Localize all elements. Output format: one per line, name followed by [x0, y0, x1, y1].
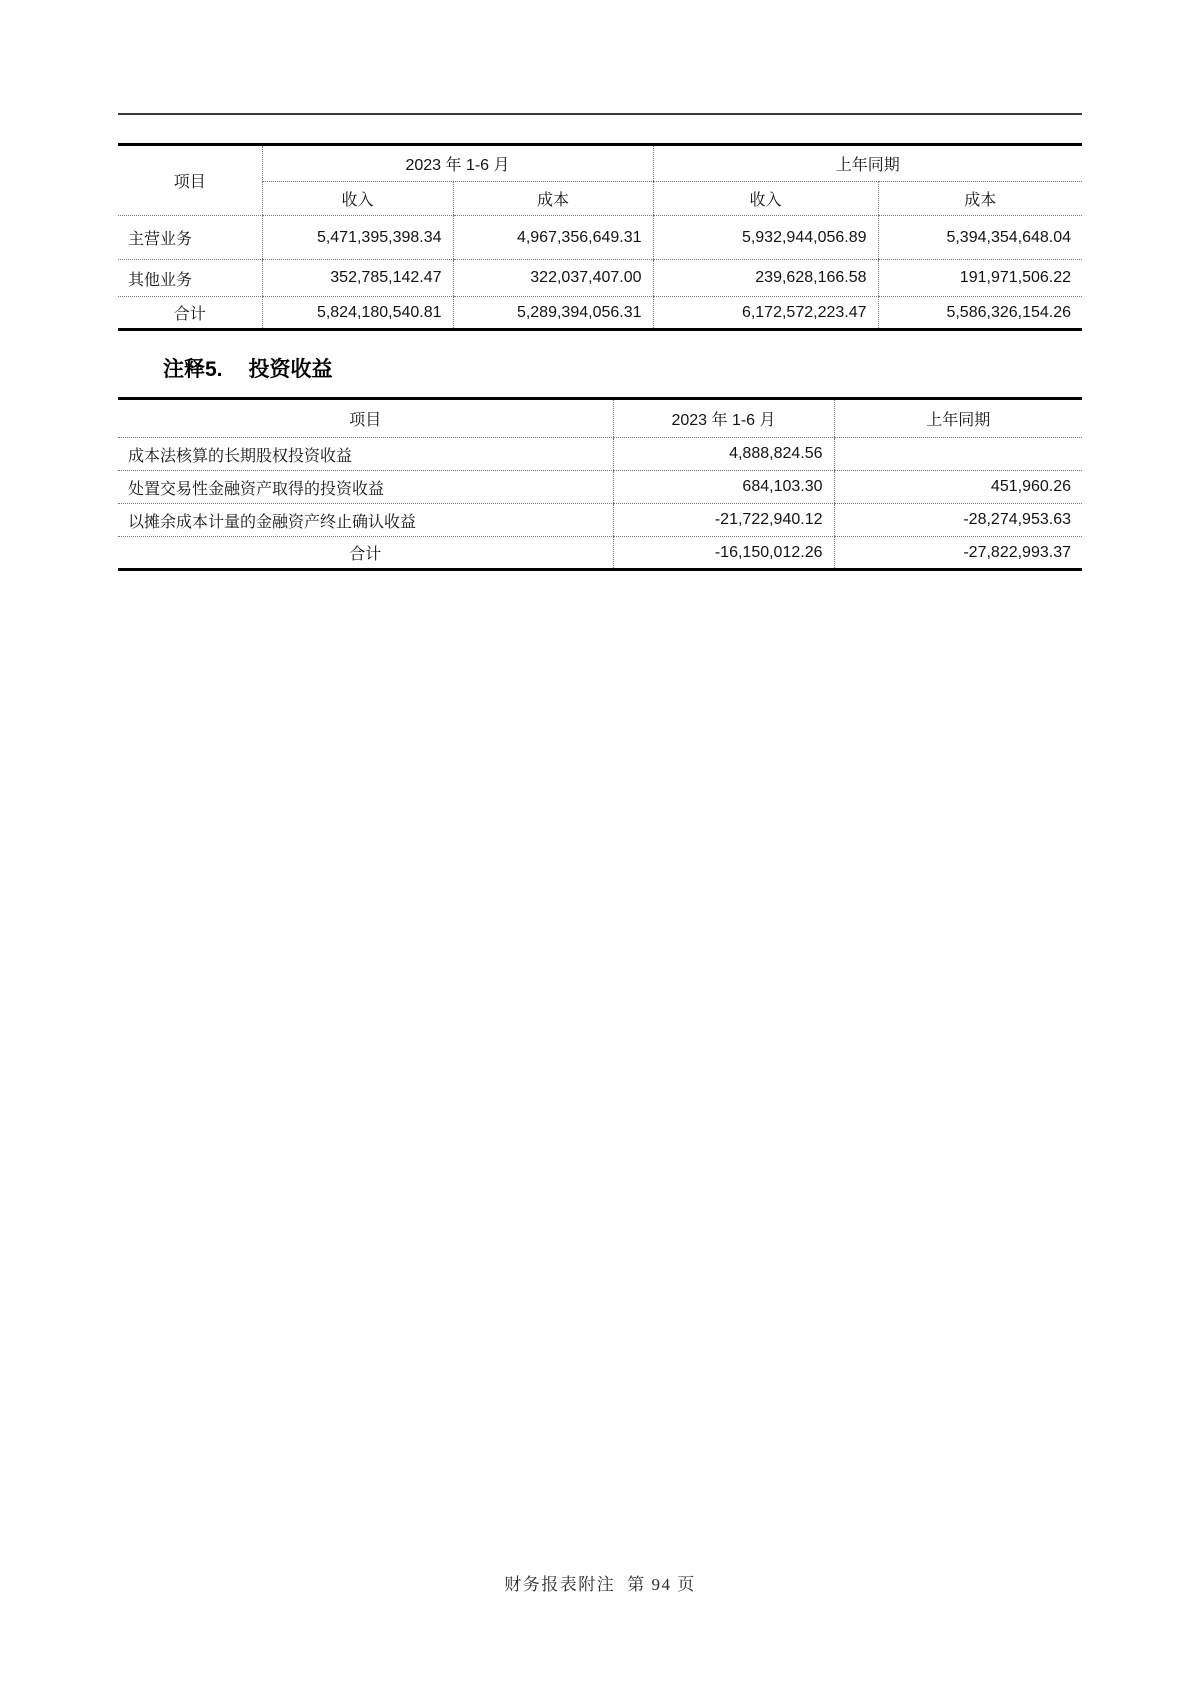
- cell-prior-revenue-total: 6,172,572,223.47: [653, 297, 878, 330]
- cell-prior-total: -27,822,993.37: [834, 537, 1082, 570]
- section-heading: [163, 358, 1082, 382]
- cell-current-cost: 322,037,407.00: [453, 260, 653, 297]
- cell-prior-revenue: 239,628,166.58: [653, 260, 878, 297]
- cell-prior-cost: 191,971,506.22: [878, 260, 1082, 297]
- row-label: 其他业务: [118, 260, 262, 297]
- col-header-item: 项目: [118, 145, 262, 216]
- cell-prior: [834, 438, 1082, 471]
- cell-current-cost: 4,967,356,649.31: [453, 216, 653, 260]
- row-label-total: 合计: [349, 546, 382, 563]
- col-header-period-current: 2023 年 1-6 月: [262, 145, 653, 182]
- table-row-main-business: [118, 216, 1082, 260]
- table-row-total: [118, 297, 1082, 330]
- col-header-cost-current: 成本: [453, 182, 653, 216]
- col-header-period-prior: 上年同期: [653, 145, 1082, 182]
- col-header-revenue-prior: 收入: [653, 182, 878, 216]
- table-row-cost-method-income: [118, 438, 1082, 471]
- page-content: [118, 113, 1082, 571]
- cell-current: 4,888,824.56: [613, 438, 834, 471]
- table-row-total: [118, 537, 1082, 570]
- cell-current-revenue-total: 5,824,180,540.81: [262, 297, 453, 330]
- footer-label: 财务报表附注: [504, 1575, 616, 1594]
- cell-current-cost-total: 5,289,394,056.31: [453, 297, 653, 330]
- row-label: 成本法核算的长期股权投资收益: [118, 438, 613, 471]
- section-number: 注释5.: [163, 358, 223, 381]
- cell-current: 684,103.30: [613, 471, 834, 504]
- cell-current-revenue: 352,785,142.47: [262, 260, 453, 297]
- col-header-cost-prior: 成本: [878, 182, 1082, 216]
- cell-prior-cost: 5,394,354,648.04: [878, 216, 1082, 260]
- page-header-rule: [118, 113, 1082, 115]
- cell-prior: 451,960.26: [834, 471, 1082, 504]
- page-footer: [0, 1570, 1200, 1595]
- cell-prior-cost-total: 5,586,326,154.26: [878, 297, 1082, 330]
- row-label: 处置交易性金融资产取得的投资收益: [118, 471, 613, 504]
- row-label: 以摊余成本计量的金融资产终止确认收益: [118, 504, 613, 537]
- section-title: 投资收益: [248, 358, 333, 381]
- col-header-period-current: 2023 年 1-6 月: [613, 399, 834, 438]
- cell-current: -21,722,940.12: [613, 504, 834, 537]
- cell-prior-revenue: 5,932,944,056.89: [653, 216, 878, 260]
- row-label: 主营业务: [118, 216, 262, 260]
- investment-income-table: [118, 397, 1082, 571]
- col-header-revenue-current: 收入: [262, 182, 453, 216]
- table-row-other-business: [118, 260, 1082, 297]
- revenue-cost-table: [118, 143, 1082, 331]
- table-header-row: [118, 399, 1082, 438]
- cell-prior: -28,274,953.63: [834, 504, 1082, 537]
- table-header-row-periods: [118, 145, 1082, 182]
- cell-current-total: -16,150,012.26: [613, 537, 834, 570]
- cell-current-revenue: 5,471,395,398.34: [262, 216, 453, 260]
- table-row-amortized-cost-derecognition: [118, 504, 1082, 537]
- table-header-row-measures: [118, 182, 1082, 216]
- footer-page-number: 第 94 页: [627, 1575, 696, 1594]
- col-header-item: 项目: [118, 399, 613, 438]
- col-header-period-prior: 上年同期: [834, 399, 1082, 438]
- row-label-total: 合计: [173, 306, 206, 323]
- table-row-trading-assets-income: [118, 471, 1082, 504]
